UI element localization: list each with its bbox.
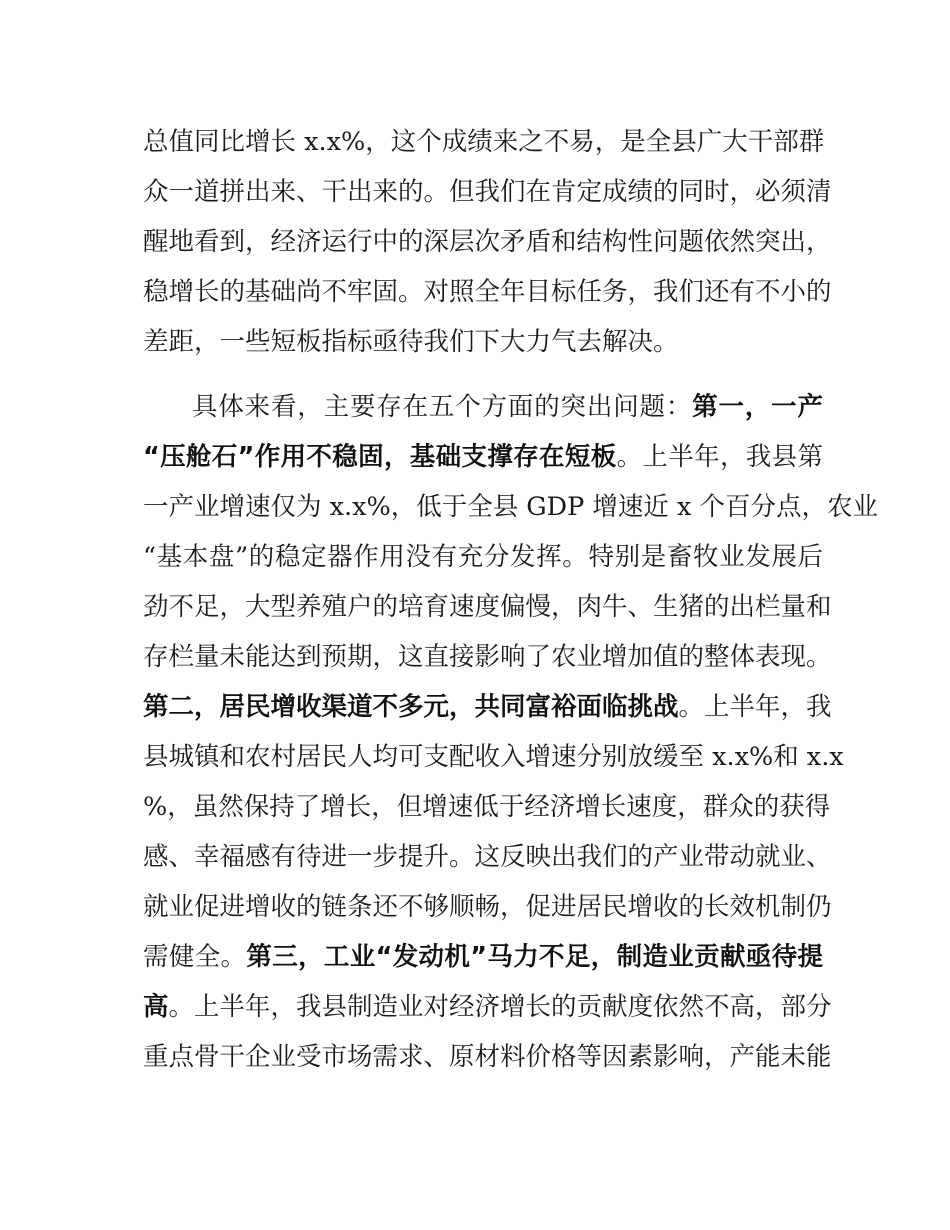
text-segment: 重点骨干企业受市场需求、原材料价格等因素影响，产能未能 [143,1042,832,1072]
text-segment: 。上半年，我 [678,692,832,722]
text-line [143,937,823,977]
text-line: 醒地看到，经济运行中的深层次矛盾和结构性问题依然突出， [143,227,832,257]
text-segment: 具体来看，主要存在五个方面的突出问题： [192,392,693,422]
text-line [192,387,823,427]
text-line: 差距，一些短板指标亟待我们下大力气去解决。 [143,327,679,357]
text-segment: 需健全。 [143,942,247,972]
text-segment: 一产业增速仅为 x.x%，低于全县 GDP 增速近 x 个百分点，农业 [143,492,878,522]
text-line [143,637,832,677]
bold-heading-segment: 第三，工业“发动机”马力不足，制造业贡献亟待提 [246,942,823,972]
text-segment: 就业促进增收的链条还不够顺畅，促进居民增收的长效机制仍 [143,892,832,922]
bold-heading-segment: “压舱石”作用不稳固，基础支撑存在短板 [143,442,617,472]
text-line [143,987,832,1027]
text-segment: %，虽然保持了增长，但增速低于经济增长速度，群众的获得 [143,792,831,822]
text-line [143,1037,832,1077]
text-line [143,837,832,877]
text-line [143,687,832,727]
text-line [143,537,823,577]
text-line [143,587,832,627]
text-segment: 。上半年，我县第 [616,442,823,472]
text-line [143,487,878,527]
text-line: 稳增长的基础尚不牢固。对照全年目标任务，我们还有不小的 [143,277,832,307]
text-segment: 。上半年，我县制造业对经济增长的贡献度依然不高，部分 [168,992,832,1022]
text-line [143,887,832,927]
text-segment: “基本盘”的稳定器作用没有充分发挥。特别是畜牧业发展后 [143,542,823,572]
text-segment: 存栏量未能达到预期，这直接影响了农业增加值的整体表现。 [143,642,832,672]
bold-heading-segment: 高 [143,992,169,1022]
text-segment: 劲不足，大型养殖户的培育速度偏慢，肉牛、生猪的出栏量和 [143,592,832,622]
text-segment: 感、幸福感有待进一步提升。这反映出我们的产业带动就业、 [143,842,832,872]
text-line [143,787,831,827]
text-line [143,437,823,477]
text-line: 总值同比增长 x.x%，这个成绩来之不易，是全县广大干部群 [143,127,825,157]
text-segment: 县城镇和农村居民人均可支配收入增速分别放缓至 x.x%和 x.x [143,742,844,772]
text-line: 众一道拼出来、干出来的。但我们在肯定成绩的同时，必须清 [143,177,832,207]
text-line [143,737,844,777]
bold-heading-segment: 第二，居民增收渠道不多元，共同富裕面临挑战 [143,692,679,722]
bold-heading-segment: 第一，一产 [692,392,823,422]
